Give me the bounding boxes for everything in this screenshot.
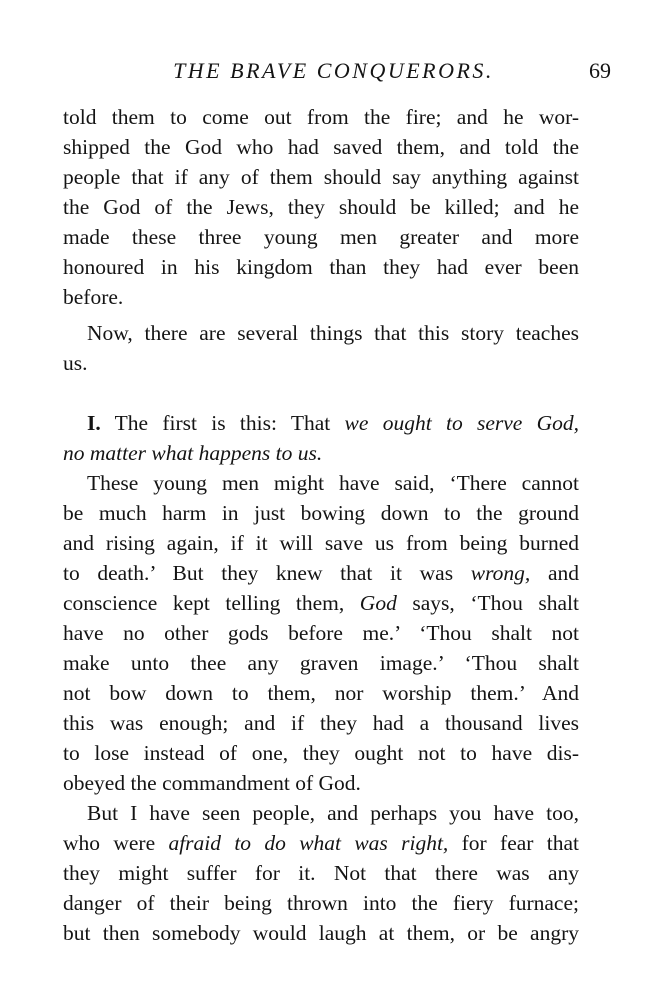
emphasis-text: wrong,	[470, 561, 531, 585]
text-line: told them to come out from the fire; and he wor-	[63, 105, 579, 129]
text-segment: to death.’ But they knew that it was	[63, 561, 454, 585]
text-line	[63, 588, 579, 618]
text-line: These young men might have said, ‘There cannot	[87, 471, 579, 495]
emphasis-text: God	[359, 591, 397, 615]
text-line: this was enough; and if they had a thousand lives	[63, 711, 579, 735]
text-line: people that if any of them should say anything against	[63, 165, 579, 189]
paragraph-5	[63, 798, 579, 948]
text-line	[63, 408, 579, 438]
text-line: but then somebody would laugh at them, or be angry	[63, 921, 579, 945]
paragraph-1	[63, 102, 579, 312]
text-line: and rising again, if it will save us from being burned	[63, 531, 579, 555]
text-line: But I have seen people, and perhaps you have too,	[87, 801, 579, 825]
text-line	[63, 558, 579, 588]
text-line: shipped the God who had saved them, and told the	[63, 135, 579, 159]
text-line: not bow down to them, nor worship them.’ And	[63, 681, 579, 705]
paragraph-2	[63, 318, 579, 378]
text-line: us.	[63, 351, 88, 375]
emphasis-text: we ought to serve God,	[344, 411, 580, 435]
text-line: danger of their being thrown into the fiery furnace;	[63, 891, 579, 915]
emphasis-text: afraid to do what was right,	[168, 831, 449, 855]
text-line: before.	[63, 285, 124, 309]
text-line: make unto thee any graven image.’ ‘Thou shalt	[63, 651, 579, 675]
text-segment: who were	[63, 831, 156, 855]
text-segment: and	[547, 561, 579, 585]
running-title: THE BRAVE CONQUERORS.	[173, 58, 494, 83]
text-segment: The first is this: That	[114, 411, 331, 435]
paragraph-4	[63, 468, 579, 798]
text-segment: conscience kept telling them,	[63, 591, 345, 615]
text-line: Now, there are several things that this story teaches	[87, 321, 579, 345]
text-line: honoured in his kingdom than they had ever been	[63, 255, 579, 279]
text-line: made these three young men greater and more	[63, 225, 579, 249]
text-segment: says, ‘Thou shalt	[412, 591, 580, 615]
text-line	[63, 828, 579, 858]
text-line: they might suffer for it. Not that there was any	[63, 861, 579, 885]
emphasis-line: no matter what happens to us.	[63, 441, 323, 465]
page-number: 69	[589, 58, 611, 83]
text-line: to lose instead of one, they ought not to have dis-	[63, 741, 579, 765]
text-line: obeyed the commandment of God.	[63, 771, 361, 795]
text-line: have no other gods before me.’ ‘Thou shalt not	[63, 621, 579, 645]
text-line: be much harm in just bowing down to the ground	[63, 501, 579, 525]
paragraph-3	[63, 408, 579, 468]
text-segment: for fear that	[461, 831, 579, 855]
text-line: the God of the Jews, they should be killed; and he	[63, 195, 579, 219]
point-number: I.	[87, 411, 101, 435]
